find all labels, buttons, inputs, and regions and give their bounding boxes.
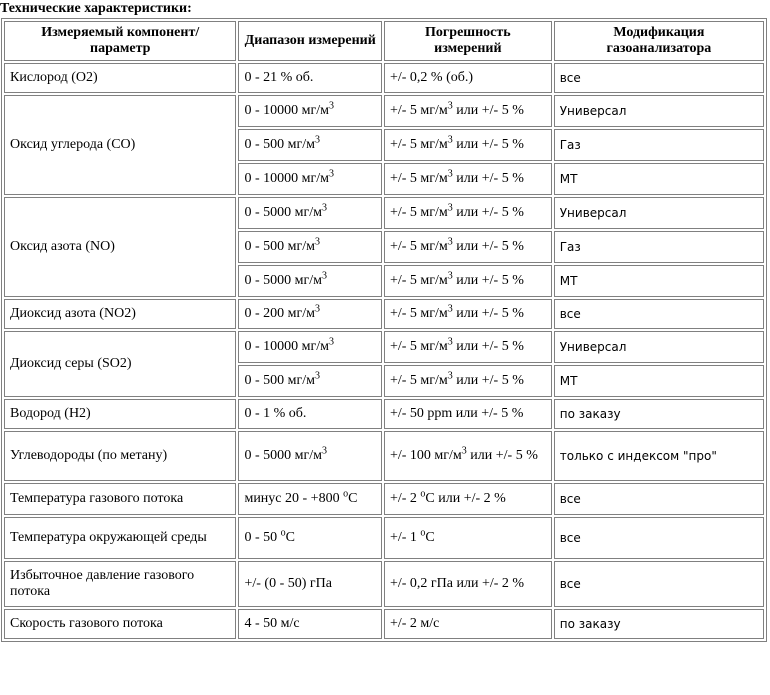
- error-text: +/- 0,2 гПа или +/- 2 %: [389, 576, 525, 591]
- modification-cell: по заказу: [554, 399, 764, 429]
- error-post: или +/- 5 %: [452, 239, 524, 254]
- range-text: 0 - 50: [244, 530, 281, 545]
- range-sup: о: [280, 527, 286, 539]
- error-post: или +/- 5 %: [452, 137, 524, 152]
- range-cell: [238, 399, 382, 429]
- error-sup: 3: [447, 168, 453, 180]
- param-cell: Водород (Н2): [4, 399, 236, 429]
- error-sup: 3: [447, 303, 453, 315]
- range-sup: 3: [321, 270, 327, 282]
- error-text: +/- 5 мг/м: [389, 273, 448, 288]
- error-post: или +/- 5 %: [452, 273, 524, 288]
- table-row: [4, 431, 764, 481]
- range-cell: [238, 331, 382, 363]
- modification-cell: Универсал: [554, 197, 764, 229]
- error-text: +/- 100 мг/м: [389, 448, 462, 463]
- param-cell: Оксид углерода (СО): [4, 95, 236, 195]
- error-cell: [384, 517, 552, 559]
- range-cell: [238, 517, 382, 559]
- error-text: +/- 1: [389, 530, 421, 545]
- range-cell: [238, 163, 382, 195]
- range-text: 0 - 10000 мг/м: [244, 103, 329, 118]
- table-row: [4, 399, 764, 429]
- specs-table: [1, 18, 767, 642]
- range-cell: [238, 129, 382, 161]
- modification-cell: Газ: [554, 231, 764, 263]
- modification-cell: Газ: [554, 129, 764, 161]
- range-cell: [238, 95, 382, 127]
- error-post: или +/- 5 %: [452, 171, 524, 186]
- error-cell: [384, 561, 552, 607]
- param-cell: Избыточное давление газового потока: [4, 561, 236, 607]
- header-range: Диапазон измерений: [238, 21, 382, 61]
- modification-cell: МТ: [554, 163, 764, 195]
- param-cell: Оксид азота (NO): [4, 197, 236, 297]
- error-text: +/- 5 мг/м: [389, 239, 448, 254]
- range-cell: [238, 197, 382, 229]
- error-cell: [384, 399, 552, 429]
- param-cell: Диоксид серы (SO2): [4, 331, 236, 397]
- modification-cell: МТ: [554, 365, 764, 397]
- error-cell: [384, 483, 552, 515]
- range-text: 0 - 5000 мг/м: [244, 205, 322, 220]
- table-row: [4, 331, 764, 363]
- range-sup: 3: [314, 370, 320, 382]
- range-text: минус 20 - +800: [244, 491, 344, 506]
- table-row: [4, 517, 764, 559]
- error-sup: о: [420, 488, 426, 500]
- table-body: [4, 63, 764, 639]
- range-text: 0 - 1 % об.: [244, 406, 307, 421]
- range-cell: [238, 365, 382, 397]
- header-param: Измеряемый компонент/ параметр: [4, 21, 236, 61]
- table-row: [4, 95, 764, 127]
- error-text: +/- 2 м/с: [389, 616, 440, 631]
- range-sup: 3: [314, 134, 320, 146]
- range-cell: [238, 63, 382, 93]
- modification-cell: только с индексом "про": [554, 431, 764, 481]
- range-text: +/- (0 - 50) гПа: [244, 576, 332, 591]
- range-cell: [238, 561, 382, 607]
- range-cell: [238, 265, 382, 297]
- range-text: 0 - 5000 мг/м: [244, 448, 322, 463]
- error-text: +/- 5 мг/м: [389, 103, 448, 118]
- range-cell: [238, 231, 382, 263]
- error-sup: 3: [447, 134, 453, 146]
- error-text: +/- 5 мг/м: [389, 373, 448, 388]
- param-cell: Диоксид азота (NO2): [4, 299, 236, 329]
- error-text: +/- 5 мг/м: [389, 171, 448, 186]
- error-post: или +/- 5 %: [452, 339, 524, 354]
- range-text: 0 - 21 % об.: [244, 70, 314, 85]
- error-text: +/- 5 мг/м: [389, 306, 448, 321]
- range-cell: [238, 609, 382, 639]
- error-cell: [384, 231, 552, 263]
- page-title: Технические характеристики:: [0, 1, 192, 16]
- error-cell: [384, 299, 552, 329]
- header-row: [4, 21, 764, 61]
- error-sup: 3: [447, 270, 453, 282]
- range-text: 0 - 500 мг/м: [244, 373, 315, 388]
- error-post: или +/- 5 %: [466, 448, 538, 463]
- modification-cell: Универсал: [554, 95, 764, 127]
- header-modification: Модификация газоанализатора: [554, 21, 764, 61]
- error-text: +/- 5 мг/м: [389, 205, 448, 220]
- range-sup: о: [343, 488, 349, 500]
- range-text: 0 - 10000 мг/м: [244, 171, 329, 186]
- range-sup: 3: [328, 336, 334, 348]
- error-sup: 3: [447, 336, 453, 348]
- table-row: [4, 483, 764, 515]
- param-cell: Скорость газового потока: [4, 609, 236, 639]
- error-text: +/- 5 мг/м: [389, 339, 448, 354]
- error-post: или +/- 5 %: [452, 103, 524, 118]
- range-sup: 3: [321, 445, 327, 457]
- error-cell: [384, 129, 552, 161]
- error-cell: [384, 197, 552, 229]
- error-cell: [384, 95, 552, 127]
- modification-cell: все: [554, 63, 764, 93]
- error-cell: [384, 265, 552, 297]
- table-row: [4, 609, 764, 639]
- modification-cell: все: [554, 299, 764, 329]
- table-row: [4, 561, 764, 607]
- range-cell: [238, 299, 382, 329]
- table-row: [4, 63, 764, 93]
- param-cell: Углеводороды (по метану): [4, 431, 236, 481]
- range-text: 0 - 500 мг/м: [244, 137, 315, 152]
- param-cell: Температура окружающей среды: [4, 517, 236, 559]
- error-text: +/- 2: [389, 491, 421, 506]
- header-error: Погрешность измерений: [384, 21, 552, 61]
- error-sup: 3: [447, 202, 453, 214]
- error-sup: 3: [447, 100, 453, 112]
- range-sup: 3: [314, 236, 320, 248]
- range-sup: 3: [321, 202, 327, 214]
- modification-cell: все: [554, 561, 764, 607]
- error-text: +/- 50 ppm или +/- 5 %: [389, 406, 524, 421]
- modification-cell: Универсал: [554, 331, 764, 363]
- modification-cell: по заказу: [554, 609, 764, 639]
- table-row: [4, 197, 764, 229]
- error-post: или +/- 5 %: [452, 205, 524, 220]
- error-sup: о: [420, 527, 426, 539]
- error-sup: 3: [447, 370, 453, 382]
- table-row: [4, 299, 764, 329]
- error-cell: [384, 163, 552, 195]
- range-post: С: [285, 530, 295, 545]
- range-sup: 3: [328, 168, 334, 180]
- error-post: или +/- 5 %: [452, 373, 524, 388]
- error-post: С или +/- 2 %: [425, 491, 506, 506]
- error-cell: [384, 431, 552, 481]
- range-text: 4 - 50 м/с: [244, 616, 300, 631]
- range-cell: [238, 483, 382, 515]
- range-sup: 3: [328, 100, 334, 112]
- range-text: 0 - 500 мг/м: [244, 239, 315, 254]
- error-cell: [384, 331, 552, 363]
- error-cell: [384, 63, 552, 93]
- param-cell: Температура газового потока: [4, 483, 236, 515]
- error-text: +/- 5 мг/м: [389, 137, 448, 152]
- error-cell: [384, 365, 552, 397]
- error-sup: 3: [461, 445, 467, 457]
- modification-cell: все: [554, 517, 764, 559]
- error-post: или +/- 5 %: [452, 306, 524, 321]
- error-text: +/- 0,2 % (об.): [389, 70, 474, 85]
- error-post: С: [425, 530, 435, 545]
- range-cell: [238, 431, 382, 481]
- modification-cell: МТ: [554, 265, 764, 297]
- range-sup: 3: [314, 303, 320, 315]
- range-text: 0 - 10000 мг/м: [244, 339, 329, 354]
- range-text: 0 - 200 мг/м: [244, 306, 315, 321]
- error-sup: 3: [447, 236, 453, 248]
- range-post: С: [348, 491, 358, 506]
- modification-cell: все: [554, 483, 764, 515]
- error-cell: [384, 609, 552, 639]
- param-cell: Кислород (О2): [4, 63, 236, 93]
- range-text: 0 - 5000 мг/м: [244, 273, 322, 288]
